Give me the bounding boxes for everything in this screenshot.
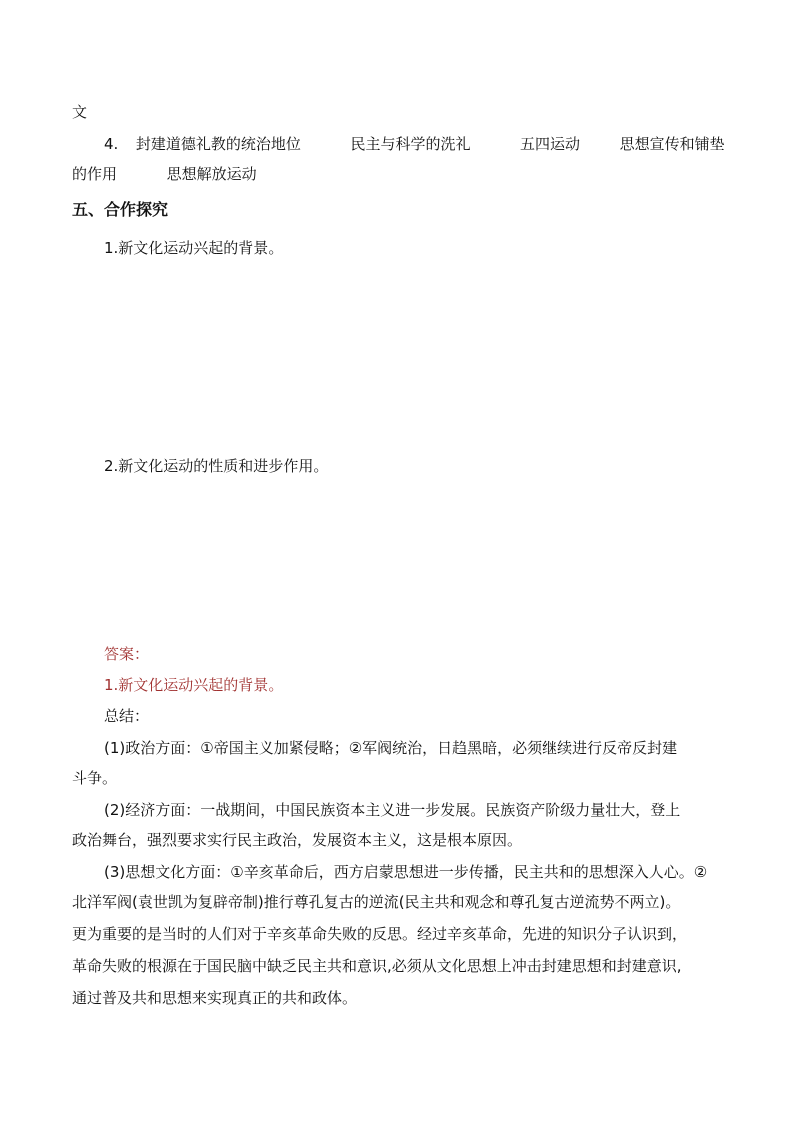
answer-paragraph-3-line-1: (3)思想文化方面：①辛亥革命后，西方启蒙思想进一步传播，民主共和的思想深入人心。② (104, 863, 708, 881)
answer-blank-2: 民主与科学的洗礼 (350, 135, 471, 153)
answer-continuation: 文 (72, 103, 88, 121)
question-1: 1.新文化运动兴起的背景。 (104, 239, 284, 257)
summary-label: 总结： (104, 707, 150, 725)
answer-paragraph-2-line-1: (2)经济方面：一战期间，中国民族资本主义进一步发展。民族资产阶级力量壮大，登上 (104, 801, 681, 819)
answer-paragraph-3-line-3: 更为重要的是当时的人们对于辛亥革命失败的反思。经过辛亥革命，先进的知识分子认识到， (72, 925, 688, 943)
answer-blank-4: 思想宣传和铺垫 (619, 135, 725, 153)
fill-answer-item-4-cont (72, 164, 257, 184)
section-heading: 五、合作探究 (72, 200, 169, 219)
fill-answer-item-4 (104, 134, 725, 154)
answer-paragraph-3-line-2: 北洋军阀(袁世凯为复辟帝制)推行尊孔复古的逆流(民主共和观念和尊孔复古逆流势不两立)。 (72, 893, 681, 911)
answer-blank-1: 封建道德礼教的统治地位 (135, 135, 301, 153)
answer-blank-4-cont: 的作用 (72, 165, 118, 183)
question-2: 2.新文化运动的性质和进步作用。 (104, 457, 329, 475)
answer-label: 答案： (104, 645, 150, 663)
answer-paragraph-1-line-2: 斗争。 (72, 769, 118, 787)
answer-paragraph-2-line-2: 政治舞台，强烈要求实行民主政治，发展资本主义，这是根本原因。 (72, 831, 523, 849)
answer-paragraph-3-line-4: 革命失败的根源在于国民脑中缺乏民主共和意识,必须从文化思想上冲击封建思想和封建意识, (72, 957, 682, 975)
answer-paragraph-1-line-1: (1)政治方面：①帝国主义加紧侵略；②军阀统治，日趋黑暗，必须继续进行反帝反封建 (104, 739, 678, 757)
answer-blank-5: 思想解放运动 (166, 165, 257, 183)
answer-paragraph-3-line-5: 通过普及共和思想来实现真正的共和政体。 (72, 989, 358, 1007)
answer-blank-3: 五四运动 (520, 135, 581, 153)
answer-question-1-title: 1.新文化运动兴起的背景。 (104, 676, 284, 694)
item-number: 4. (104, 135, 119, 153)
